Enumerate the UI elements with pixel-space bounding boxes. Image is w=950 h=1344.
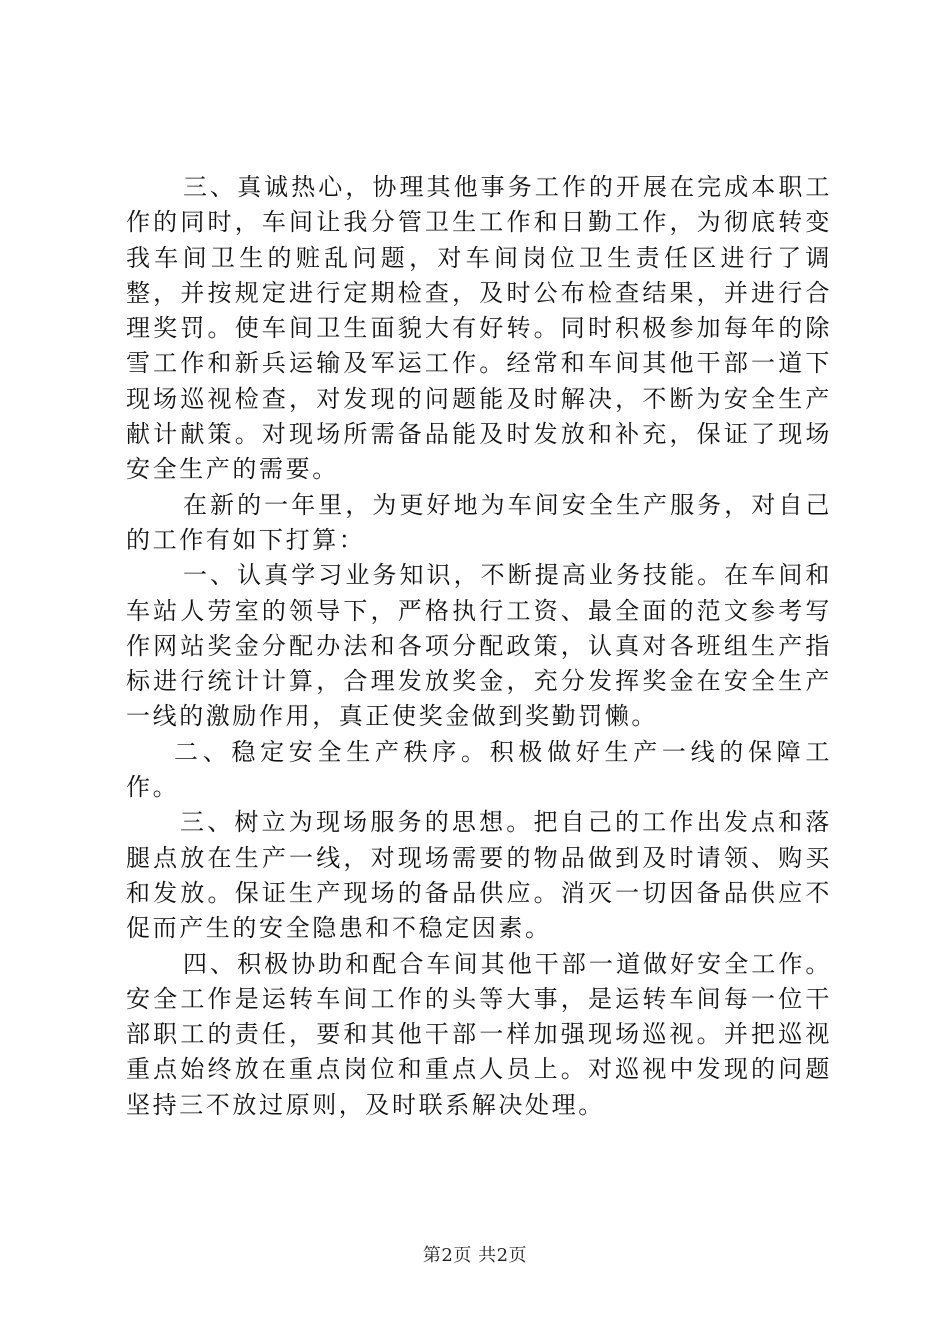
- paragraph-plan-four: 四、积极协助和配合车间其他干部一道做好安全工作。安全工作是运转车间工作的头等大事，是运转车间每一位干部职工的责任，要和其他干部一样加强现场巡视。并把巡视重点始终放在重点岗位和重点人员上。对巡视中发现的问题坚持三不放过原则，及时联系解决处理。: [126, 949, 832, 1119]
- paragraph-plan-three: 三、树立为现场服务的思想。把自己的工作出发点和落腿点放在生产一线，对现场需要的物品做到及时请领、购买和发放。保证生产现场的备品供应。消灭一切因备品供应不促而产生的安全隐患和不稳定因素。: [126, 808, 832, 943]
- paragraph-plan-two: 二、稳定安全生产秩序。积极做好生产一线的保障工作。: [126, 737, 832, 802]
- document-body: [126, 170, 832, 1123]
- page-number-footer: 第2页 共2页: [422, 1245, 528, 1266]
- paragraph-duties-three: 三、真诚热心，协理其他事务工作的开展在完成本职工作的同时，车间让我分管卫生工作和日勤工作，为彻底转变我车间卫生的赃乱问题，对车间岗位卫生责任区进行了调整，并按规定进行定期检查，及时公布检查结果，并进行合理奖罚。使车间卫生面貌大有好转。同时积极参加每年的除雪工作和新兵运输及军运工作。经常和车间其他干部一道下现场巡视检查，对发现的问题能及时解决，不断为安全生产献计献策。对现场所需备品能及时发放和补充，保证了现场安全生产的需要。: [126, 173, 832, 484]
- paragraph-plan-one: 一、认真学习业务知识，不断提高业务技能。在车间和车站人劳室的领导下，严格执行工资、最全面的范文参考写作网站奖金分配办法和各项分配政策，认真对各班组生产指标进行统计计算，合理发放奖金，充分发挥奖金在安全生产一线的激励作用，真正使奖金做到奖勤罚懒。: [126, 561, 832, 731]
- paragraph-new-year-plan: 在新的一年里，为更好地为车间安全生产服务，对自己的工作有如下打算：: [126, 490, 832, 554]
